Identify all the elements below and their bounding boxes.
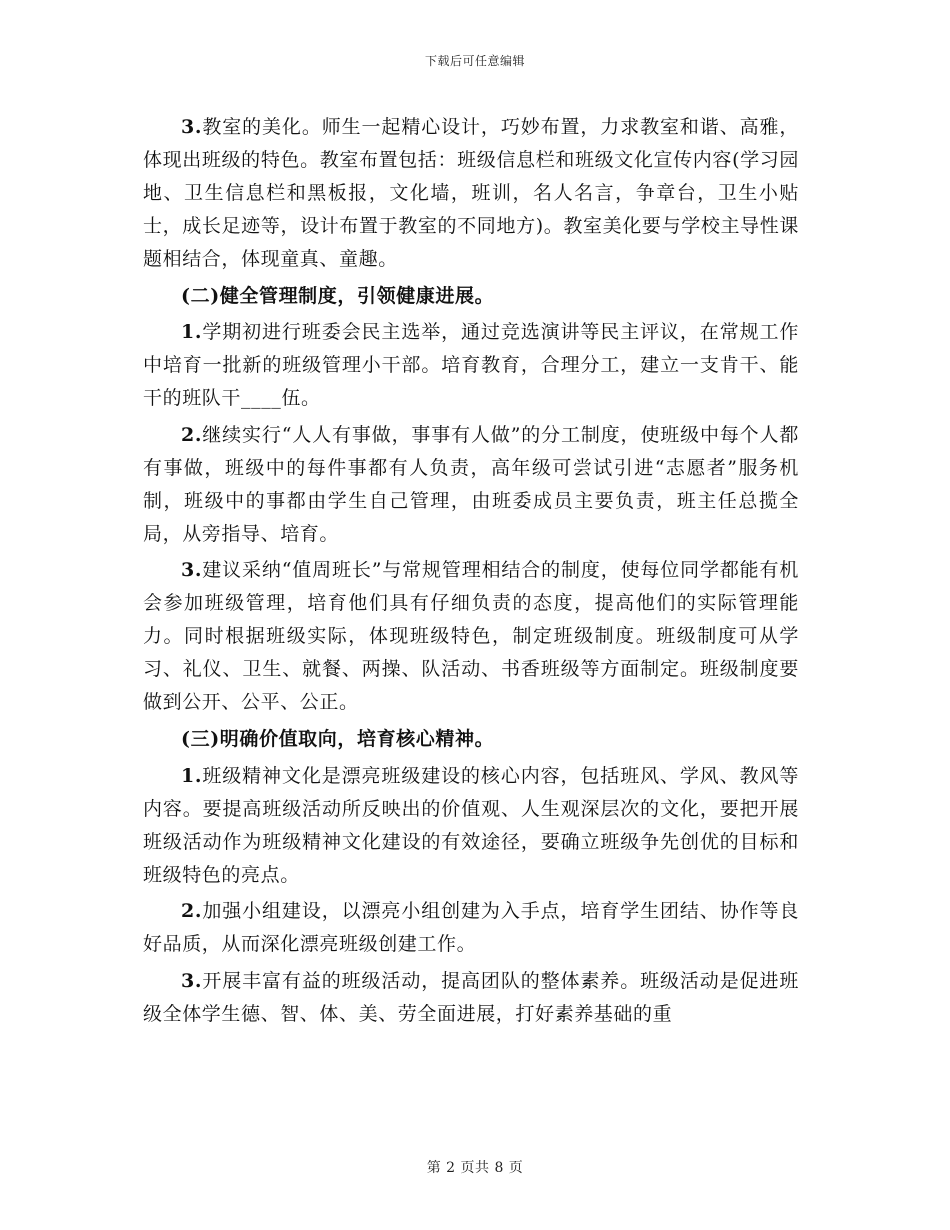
item-number: 1.: [181, 764, 203, 787]
item-number: 2.: [181, 423, 203, 446]
paragraph: [143, 895, 799, 961]
paragraph-text: 继续实行“人人有事做，事事有人做”的分工制度，使班级中每个人都有事做，班级中的每件事都有人负责，高年级可尝试引进“志愿者”服务机制，班级中的事都由学生自己管理，由班委成员主要负责，班主任总揽全局，从旁指导、培育。: [143, 423, 799, 545]
document-body: [143, 111, 799, 1034]
item-number: 3.: [181, 969, 203, 992]
paragraph-text: 教室的美化。师生一起精心设计，巧妙布置，力求教室和谐、高雅，体现出班级的特色。教室布置包括：班级信息栏和班级文化宣传内容(学习园地、卫生信息栏和黑板报，文化墙，班训，名人名言，争章台，卫生小贴士，成长足迹等，设计布置于教室的不同地方)。教室美化要与学校主导性课题相结合，体现童真、童趣。: [143, 116, 799, 270]
page-header: 下载后可任意编辑: [424, 54, 525, 68]
paragraph-text: 班级精神文化是漂亮班级建设的核心内容，包括班风、学风、教风等内容。要提高班级活动所反映出的价值观、人生观深层次的文化，要把开展班级活动作为班级精神文化建设的有效途径，要确立班级争先创优的目标和班级特色的亮点。: [143, 764, 799, 886]
paragraph: [143, 760, 799, 892]
paragraph: [143, 111, 799, 276]
paragraph: [143, 554, 799, 719]
paragraph-text: 建议采纳“值周班长”与常规管理相结合的制度，使每位同学都能有机会参加班级管理，培育他们具有仔细负责的态度，提高他们的实际管理能力。同时根据班级实际，体现班级特色，制定班级制度。班级制度可从学习、礼仪、卫生、就餐、两操、队活动、书香班级等方面制定。班级制度要做到公开、公平、公正。: [143, 559, 799, 714]
paragraph: [143, 316, 799, 415]
page-number-footer: 第 2 页共 8 页: [426, 1160, 524, 1176]
item-number: 3.: [181, 559, 203, 582]
item-number: 3.: [181, 116, 203, 138]
paragraph: [143, 419, 799, 551]
paragraph-text: 开展丰富有益的班级活动，提高团队的整体素养。班级活动是促进班级全体学生德、智、体、美、劳全面进展，打好素养基础的重: [143, 969, 799, 1025]
section-heading: (二)健全管理制度，引领健康进展。: [181, 284, 495, 307]
section-heading: (三)明确价值取向，培育核心精神。: [181, 727, 495, 750]
item-number: 2.: [181, 900, 203, 923]
item-number: 1.: [181, 321, 203, 344]
paragraph-text: 加强小组建设，以漂亮小组创建为入手点，培育学生团结、协作等良好品质，从而深化漂亮班级创建工作。: [143, 900, 799, 956]
paragraph: [143, 965, 799, 1031]
paragraph-text: 学期初进行班委会民主选举，通过竞选演讲等民主评议，在常规工作中培育一批新的班级管理小干部。培育教育，合理分工，建立一支肯干、能干的班队干____伍。: [143, 321, 799, 410]
